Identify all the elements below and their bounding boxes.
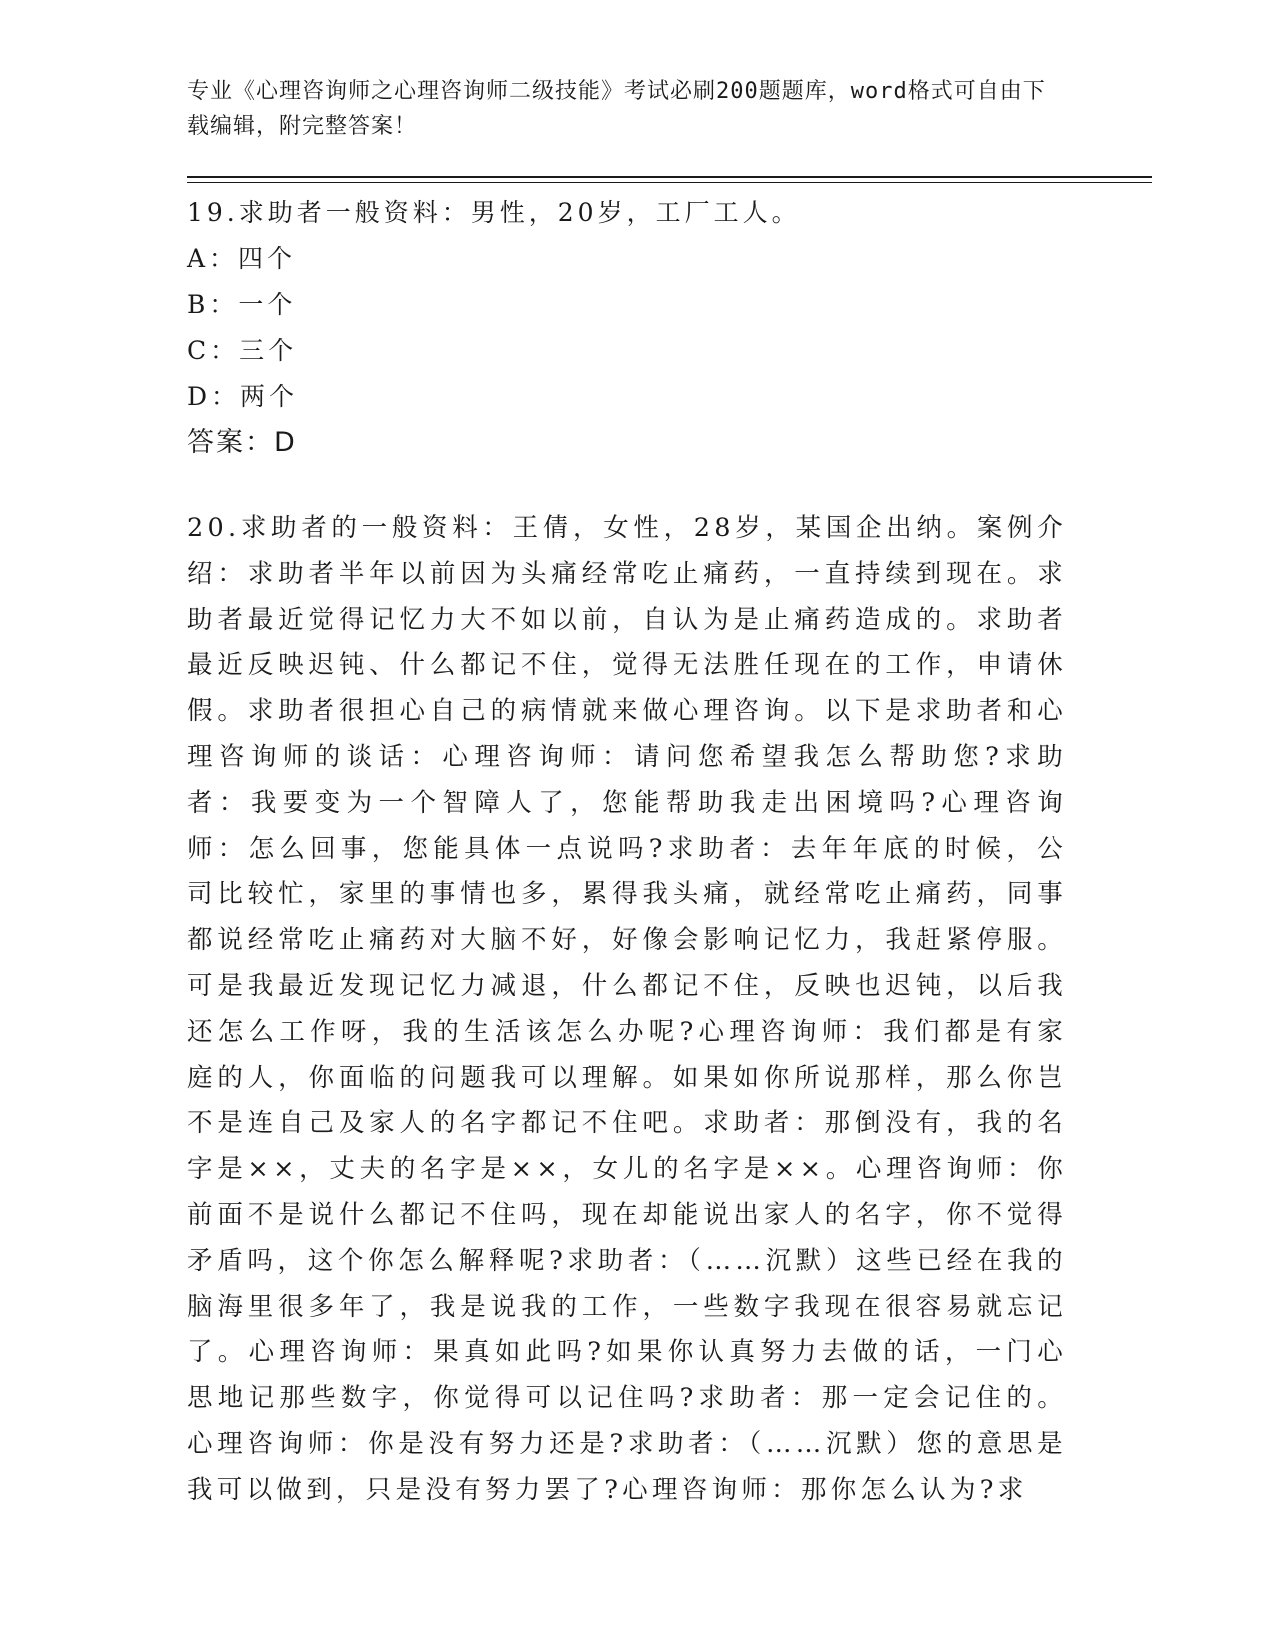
header-divider-thick xyxy=(187,176,1152,178)
question-19-stem: 19.求助者一般资料：男性，20岁，工厂工人。 xyxy=(187,198,801,227)
question-19-answer: 答案：D xyxy=(187,427,297,458)
option-c: C：三个 xyxy=(187,336,298,365)
question-20: 20.求助者的一般资料：王倩，女性，28岁，某国企出纳。案例介绍：求助者半年以前因为头痛经常吃止痛药，一直持续到现在。求助者最近觉得记忆力大不如以前，自认为是止痛药造成的。求助者最近反映迟钝、什么都记不住，觉得无法胜任现在的工作，申请休假。求助者很担心自己的病情就来做心理咨询。以下是求助者和心理咨询师的谈话：心理咨询师：请问您希望我怎么帮助您?求助者：我要变为一个智障人了，您能帮助我走出困境吗?心理咨询师：怎么回事，您能具体一点说吗?求助者：去年年底的时候，公司比较忙，家里的事情也多，累得我头痛，就经常吃止痛药，同事都说经常吃止痛药对大脑不好，好像会影响记忆力，我赶紧停服。可是我最近发现记忆力减退，什么都记不住，反映也迟钝，以后我还怎么工作呀，我的生活该怎么办呢?心理咨询师：我们都是有家庭的人，你面临的问题我可以理解。如果如你所说那样，那么你岂不是连自己及家人的名字都记不住吧。求助者：那倒没有，我的名字是××，丈夫的名字是××，女儿的名字是××。心理咨询师：你前面不是说什么都记不住吗，现在却能说出家人的名字，你不觉得矛盾吗，这个你怎么解释呢?求助者：（……沉默）这些已经在我的脑海里很多年了，我是说我的工作，一些数字我现在很容易就忘记了。心理咨询师：果真如此吗?如果你认真努力去做的话，一门心思地记那些数字，你觉得可以记住吗?求助者：那一定会记住的。心理咨询师：你是没有努力还是?求助者：（……沉默）您的意思是我可以做到，只是没有努力罢了?心理咨询师：那你怎么认为?求 xyxy=(187,513,1067,1505)
question-19 xyxy=(187,190,1087,466)
option-b: B：一个 xyxy=(187,290,297,319)
option-d: D：两个 xyxy=(187,382,299,411)
option-a: A：四个 xyxy=(187,244,297,273)
document-header: 专业《心理咨询师之心理咨询师二级技能》考试必刷200题题库，word格式可自由下载编辑，附完整答案！ xyxy=(187,79,1046,139)
header-divider-thin xyxy=(187,182,1152,183)
